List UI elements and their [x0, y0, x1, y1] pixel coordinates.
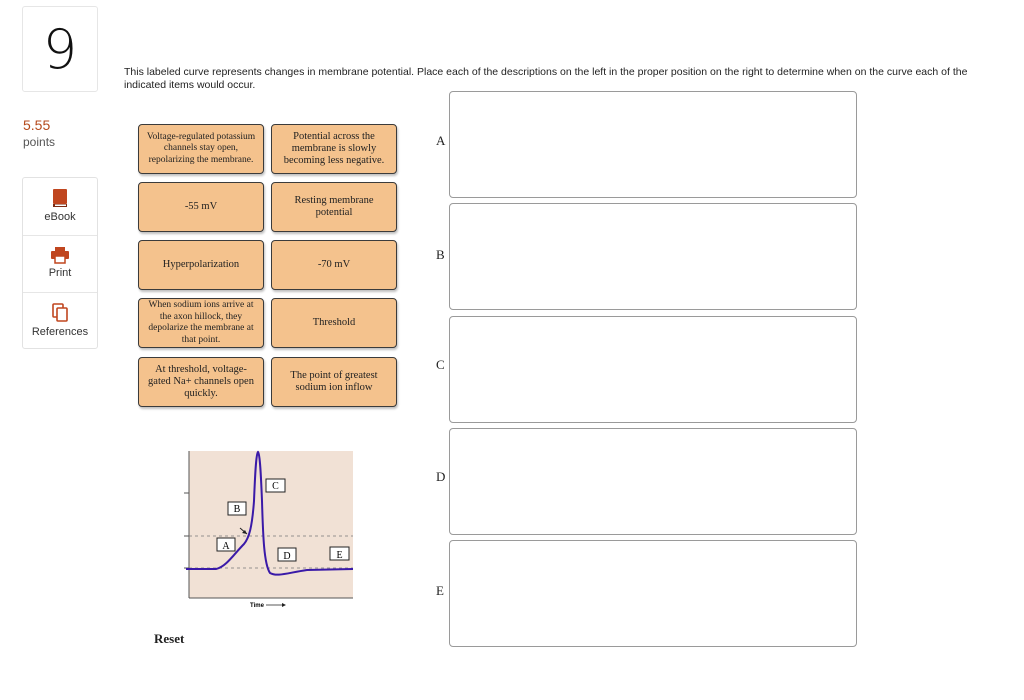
action-potential-graph: [182, 446, 358, 612]
references-button[interactable]: [23, 292, 97, 350]
dropzone-b[interactable]: [449, 203, 857, 310]
dropzone-d[interactable]: [449, 428, 857, 535]
drag-card[interactable]: At threshold, voltage-gated Na+ channels open quickly.: [138, 357, 264, 407]
book-icon: [51, 188, 69, 208]
points-label: points: [23, 135, 56, 149]
drag-card[interactable]: When sodium ions arrive at the axon hillock, they depolarize the membrane at that point.: [138, 298, 264, 348]
dropzone-label-d: D: [436, 469, 446, 484]
drag-card[interactable]: -70 mV: [271, 240, 397, 290]
question-number-box: [22, 6, 98, 92]
x-axis-label: Time: [250, 603, 264, 609]
drag-card[interactable]: -55 mV: [138, 182, 264, 232]
dropzone-a[interactable]: [449, 91, 857, 198]
print-button[interactable]: [23, 235, 97, 293]
drag-card[interactable]: Voltage-regulated potassium channels stay open, repolarizing the membrane.: [138, 124, 264, 174]
references-label: References: [31, 326, 89, 338]
printer-icon: [50, 246, 70, 264]
print-label: Print: [48, 267, 72, 279]
copy-icon: [51, 303, 69, 323]
drag-card[interactable]: The point of greatest sodium ion inflow: [271, 357, 397, 407]
ebook-label: eBook: [44, 211, 76, 223]
dropzone-c[interactable]: [449, 316, 857, 423]
drag-card[interactable]: Threshold: [271, 298, 397, 348]
graph-label-d: D: [283, 551, 291, 562]
graph-label-c: C: [272, 481, 279, 492]
graph-label-b: B: [233, 504, 241, 515]
drag-card[interactable]: Potential across the membrane is slowly becoming less negative.: [271, 124, 397, 174]
graph-background: [189, 451, 353, 598]
dropzone-label-e: E: [436, 583, 444, 598]
dropzone-label-b: B: [436, 247, 445, 262]
points-value: 5.55: [23, 117, 51, 133]
dropzone-label-a: A: [436, 133, 446, 148]
instructions-text: This labeled curve represents changes in membrane potential. Place each of the descriptions on the left in the proper position on the right to determine when on the curve each of the indicated items would occur.: [124, 66, 968, 91]
dropzone-e[interactable]: [449, 540, 857, 647]
drag-card[interactable]: Resting membrane potential: [271, 182, 397, 232]
question-number: 9: [42, 17, 78, 81]
dropzone-label-c: C: [436, 357, 445, 372]
drag-card[interactable]: Hyperpolarization: [138, 240, 264, 290]
x-axis-arrowhead: [282, 603, 286, 607]
graph-label-a: A: [222, 541, 230, 552]
reset-button[interactable]: Reset: [154, 631, 185, 646]
ebook-button[interactable]: [23, 178, 97, 235]
graph-label-e: E: [336, 550, 343, 561]
tools-panel: [22, 177, 98, 349]
